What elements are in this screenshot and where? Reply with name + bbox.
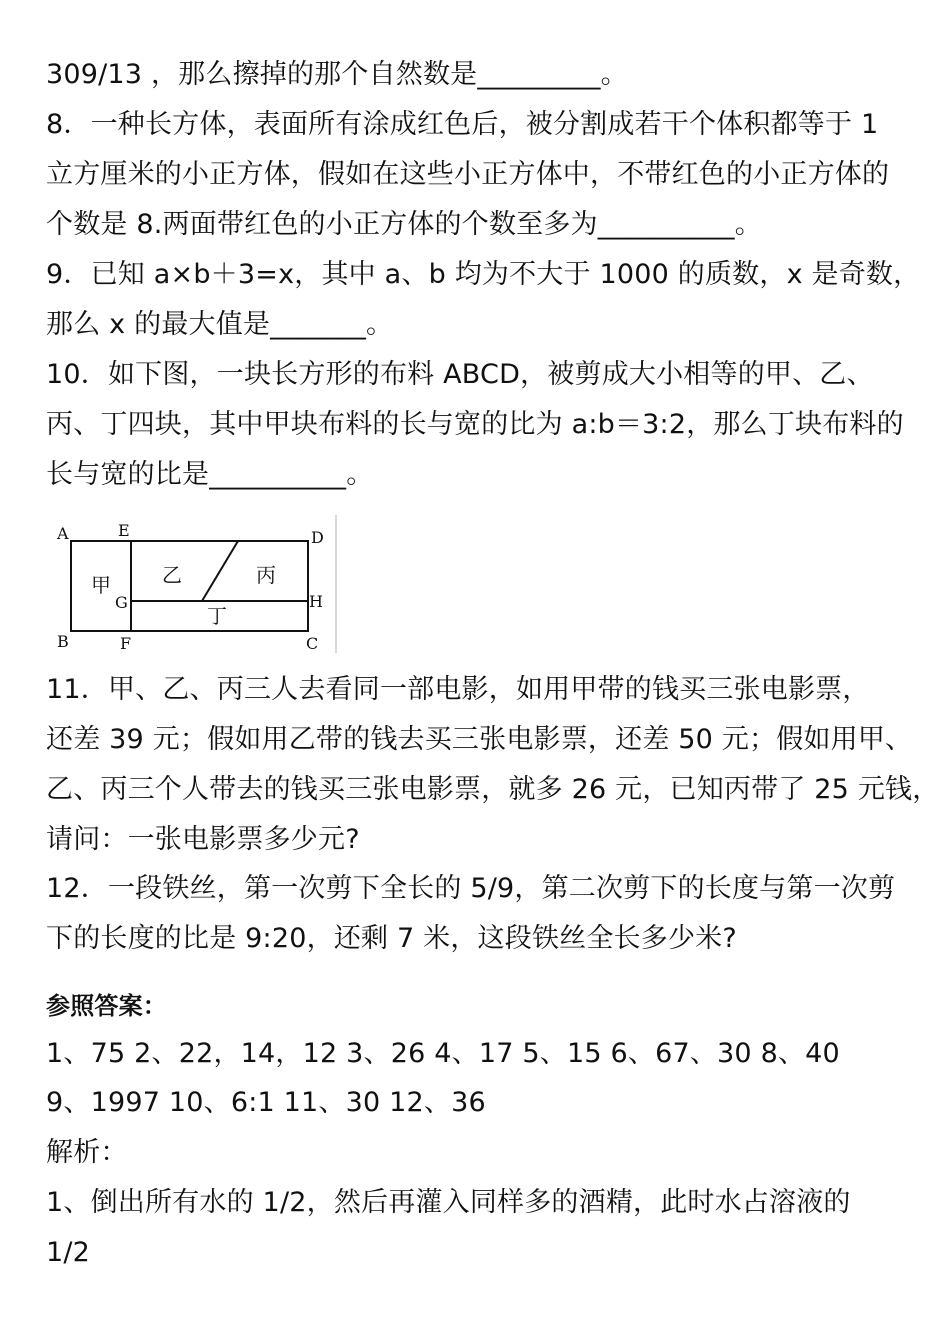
analysis-heading: 解析： — [46, 1137, 128, 1168]
label-jia: 甲 — [91, 573, 111, 597]
text-line: 请问：一张电影票多少元? — [46, 824, 360, 855]
text-line: 长与宽的比是__________。 — [46, 459, 374, 490]
label-b: B — [57, 632, 69, 651]
text-line: 乙、丙三个人带去的钱买三张电影票，就多 26 元，已知丙带了 25 元钱， — [46, 774, 940, 805]
diagonal-cut — [202, 541, 238, 601]
label-ding: 丁 — [207, 604, 227, 628]
text-line: 309/13 ，那么擦掉的那个自然数是_________。 — [46, 59, 628, 90]
answers-heading: 参照答案： — [46, 992, 167, 1020]
answers-line: 9、1997 10、6:1 11、30 12、36 — [46, 1087, 486, 1118]
question-9-line: 9．已知 a×b＋3=x，其中 a、b 均为不大于 1000 的质数，x 是奇数， — [46, 259, 921, 290]
text-line: 立方厘米的小正方体，假如在这些小正方体中，不带红色的小正方体的 — [46, 159, 890, 190]
label-e: E — [118, 521, 130, 540]
label-a: A — [57, 524, 69, 543]
label-h: H — [309, 592, 323, 611]
analysis-line: 1、倒出所有水的 1/2，然后再灌入同样多的酒精，此时水占溶液的 — [46, 1187, 851, 1218]
answers-line: 1、75 2、22，14，12 3、26 4、17 5、15 6、67、30 8、40 — [46, 1038, 840, 1069]
label-d: D — [311, 528, 324, 547]
text-line: 还差 39 元；假如用乙带的钱去买三张电影票，还差 50 元；假如用甲、 — [46, 724, 913, 755]
rectangle-cut-figure — [45, 515, 337, 653]
text-line: 丙、丁四块，其中甲块布料的长与宽的比为 a:b＝3:2，那么丁块布料的 — [46, 409, 904, 440]
question-10-line: 10．如下图，一块长方形的布料 ABCD，被剪成大小相等的甲、乙、 — [46, 359, 874, 390]
label-bing: 丙 — [256, 563, 276, 587]
question-8-line: 8．一种长方体，表面所有涂成红色后，被分割成若干个体积都等于 1 — [46, 109, 879, 140]
label-c: C — [306, 634, 319, 653]
analysis-line: 1/2 — [46, 1237, 91, 1268]
question-12-line: 12．一段铁丝，第一次剪下全长的 5/9，第二次剪下的长度与第一次剪 — [46, 873, 896, 904]
text-line: 个数是 8.两面带红色的小正方体的个数至多为__________。 — [46, 209, 762, 240]
text-line: 那么 x 的最大值是_______。 — [46, 309, 394, 340]
label-f: F — [120, 634, 132, 653]
text-line: 下的长度的比是 9:20，还剩 7 米，这段铁丝全长多少米? — [46, 923, 737, 954]
label-g: G — [115, 593, 128, 612]
question-11-line: 11．甲、乙、丙三人去看同一部电影，如用甲带的钱买三张电影票， — [46, 674, 870, 705]
label-yi: 乙 — [162, 563, 182, 587]
